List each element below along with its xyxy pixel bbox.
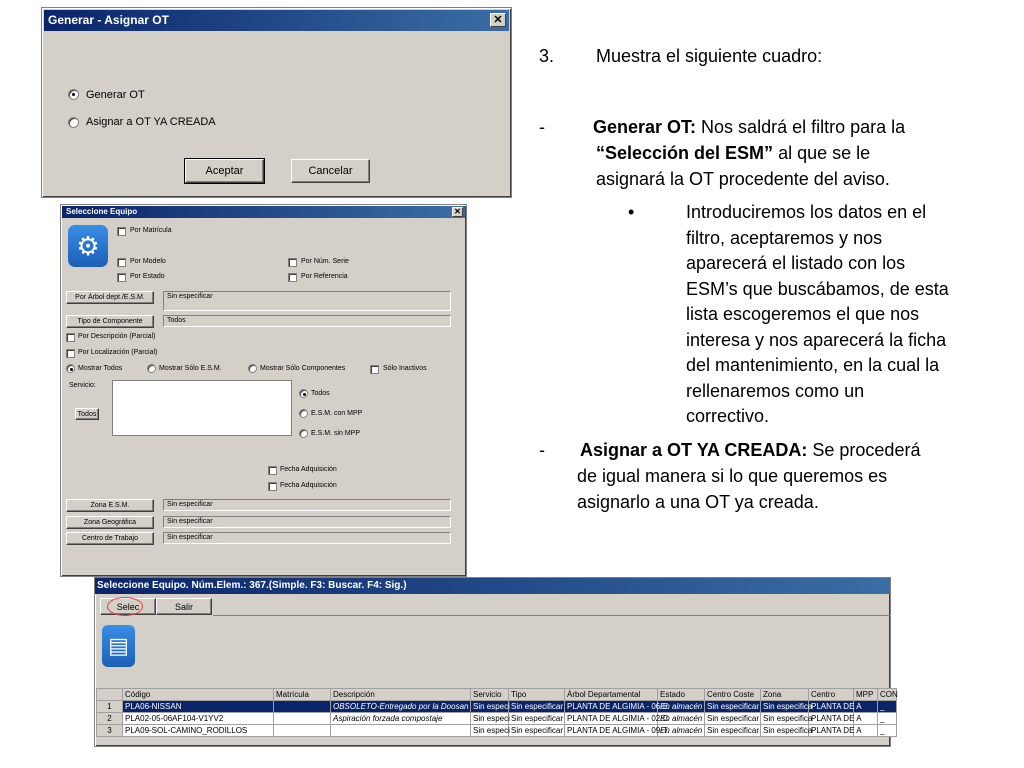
- todos-button[interactable]: Todos: [75, 408, 99, 420]
- column-header[interactable]: [97, 689, 123, 701]
- grid-title: Seleccione Equipo. Núm.Elem.: 367.(Simple. F3: Buscar. F4: Sig.): [97, 580, 407, 591]
- salir-button[interactable]: Salir: [156, 598, 212, 615]
- row-number: 1: [97, 701, 123, 713]
- cell-descripcion: OBSOLETO-Entregado por la Doosan: [331, 701, 471, 713]
- cell-zona: Sin especifica: [761, 701, 809, 713]
- item-3-number: 3.: [539, 46, 555, 66]
- dialog-title: Generar - Asignar OT: [48, 13, 169, 27]
- cell-con: _: [878, 713, 897, 725]
- cell-servicio: Sin especi: [471, 713, 509, 725]
- chk-fecha-adquisicion-1[interactable]: [268, 466, 277, 475]
- table-row[interactable]: [97, 725, 897, 737]
- bullet-line: lista escogeremos el que nos: [686, 304, 920, 324]
- radio-servicio-todos-label: Todos: [311, 390, 330, 397]
- chk-referencia-label: Por Referencia: [301, 273, 348, 280]
- cell-arbol: PLANTA DE ALGIMIA - 06-E: [565, 701, 658, 713]
- radio-servicio-con-mpp-label: E.S.M. con MPP: [311, 410, 363, 417]
- column-header[interactable]: Tipo: [509, 689, 565, 701]
- radio-asignar-ot[interactable]: [68, 117, 79, 128]
- radio-mostrar-componentes-label: Mostrar Sólo Componentes: [260, 365, 346, 372]
- asignar-bold: Asignar a OT YA CREADA:: [580, 440, 808, 460]
- cell-descripcion: Aspiración forzada compostaje: [331, 713, 471, 725]
- cell-matricula: [274, 713, 331, 725]
- cell-centro: PLANTA DE A: [809, 725, 854, 737]
- cell-estado: En almacén: [658, 713, 705, 725]
- generar-bold: Generar OT:: [593, 117, 697, 137]
- radio-generar-ot-label: Generar OT: [86, 89, 145, 101]
- column-header[interactable]: Zona: [761, 689, 809, 701]
- cell-con: _: [878, 725, 897, 737]
- bullet-line: Introduciremos los datos en el: [686, 202, 927, 222]
- dash-generar: -: [539, 117, 545, 137]
- chk-descripcion-label: Por Descripción (Parcial): [78, 333, 156, 340]
- cell-tipo: Sin especificar: [509, 713, 565, 725]
- column-header[interactable]: Servicio: [471, 689, 509, 701]
- bullet-dot: •: [628, 202, 635, 222]
- bullet-line: aparecerá el listado con los: [686, 253, 906, 273]
- bullet-line: interesa y nos aparecerá la ficha: [686, 329, 947, 350]
- cell-matricula: [274, 701, 331, 713]
- cell-centro-coste: Sin especificar: [705, 725, 761, 737]
- column-header[interactable]: Árbol Departamental: [565, 689, 658, 701]
- radio-servicio-con-mpp[interactable]: [299, 409, 308, 418]
- chk-solo-inactivos[interactable]: [370, 365, 379, 374]
- cell-centro-coste: Sin especificar: [705, 713, 761, 725]
- document-icon: ▤: [102, 625, 135, 667]
- radio-mostrar-esm[interactable]: [147, 364, 156, 373]
- close-icon[interactable]: ✕: [490, 13, 506, 27]
- chk-estado-label: Por Estado: [130, 273, 165, 280]
- dialog2-titlebar: [62, 206, 465, 218]
- bullet-line: rellenaremos como un: [686, 380, 865, 401]
- zona-geografica-button[interactable]: Zona Geográfica: [66, 516, 154, 529]
- radio-mostrar-todos-label: Mostrar Todos: [78, 365, 123, 372]
- table-row[interactable]: [97, 713, 897, 725]
- zona-geografica-field[interactable]: Sin especificar: [163, 516, 451, 528]
- tipo-componente-button[interactable]: Tipo de Componente: [66, 315, 154, 328]
- radio-mostrar-componentes[interactable]: [248, 364, 257, 373]
- cell-codigo: PLA02-05-06AF104-V1YV2: [123, 713, 274, 725]
- grid-titlebar: [95, 578, 890, 594]
- cell-estado: En almacén: [658, 701, 705, 713]
- cell-centro: PLANTA DE A: [809, 713, 854, 725]
- cell-matricula: [274, 725, 331, 737]
- chk-num-serie[interactable]: [288, 258, 297, 267]
- generar-line-3: asignará la OT procedente del aviso.: [596, 169, 890, 189]
- chk-fecha-adquisicion-1-label: Fecha Adquisición: [280, 466, 337, 473]
- close-icon[interactable]: ✕: [452, 207, 463, 217]
- dialog-titlebar: [44, 10, 509, 31]
- bullet-line: correctivo.: [686, 406, 770, 426]
- chk-localizacion-label: Por Localización (Parcial): [78, 349, 158, 356]
- column-header[interactable]: Matrícula: [274, 689, 331, 701]
- cell-centro-coste: Sin especificar: [705, 701, 761, 713]
- cell-codigo: PLA09-SOL-CAMINO_RODILLOS: [123, 725, 274, 737]
- radio-servicio-sin-mpp[interactable]: [299, 429, 308, 438]
- toolbar-separator: [213, 615, 890, 616]
- arbol-button[interactable]: Por Árbol dept./E.S.M.: [66, 291, 154, 304]
- cell-zona: Sin especifica: [761, 713, 809, 725]
- aceptar-button[interactable]: Aceptar: [185, 159, 264, 183]
- cell-con: _: [878, 701, 897, 713]
- table-row[interactable]: [97, 701, 897, 713]
- radio-servicio-sin-mpp-label: E.S.M. sin MPP: [311, 430, 361, 437]
- chk-matricula-label: Por Matrícula: [130, 227, 172, 234]
- generar-quote-bold: “Selección del ESM”: [596, 143, 774, 163]
- zona-esm-button[interactable]: Zona E.S.M.: [66, 499, 154, 512]
- column-header[interactable]: MPP: [854, 689, 878, 701]
- generar-asignar-dialog: [41, 7, 512, 198]
- cell-tipo: Sin especificar: [509, 725, 565, 737]
- radio-servicio-todos[interactable]: [299, 389, 308, 398]
- asignar-line-3: asignarlo a una OT ya creada.: [577, 492, 819, 512]
- column-header[interactable]: Centro Coste: [705, 689, 761, 701]
- cell-servicio: Sin especi: [471, 725, 509, 737]
- radio-generar-ot[interactable]: [68, 89, 79, 100]
- generar-text-1: Nos saldrá el filtro para la: [696, 117, 906, 137]
- cell-codigo: PLA06-NISSAN: [123, 701, 274, 713]
- chk-matricula[interactable]: [117, 227, 126, 236]
- cell-zona: Sin especifica: [761, 725, 809, 737]
- chk-referencia[interactable]: [288, 273, 297, 282]
- bullet-line: ESM’s que buscábamos, de esta: [686, 278, 949, 299]
- bullet-line: filtro, aceptaremos y nos: [686, 227, 883, 248]
- table-header-row: [97, 689, 897, 701]
- radio-mostrar-todos[interactable]: [66, 364, 75, 373]
- chk-fecha-adquisicion-2-label: Fecha Adquisición: [280, 482, 337, 489]
- column-header[interactable]: Código: [123, 689, 274, 701]
- generar-line-1: [593, 115, 905, 141]
- chk-solo-inactivos-label: Sólo Inactivos: [383, 365, 427, 372]
- cell-tipo: Sin especificar: [509, 701, 565, 713]
- arbol-field[interactable]: Sin especificar: [163, 291, 451, 311]
- chk-modelo-label: Por Modelo: [130, 258, 166, 265]
- chk-estado[interactable]: [117, 273, 126, 282]
- row-number: 3: [97, 725, 123, 737]
- chk-fecha-adquisicion-2[interactable]: [268, 482, 277, 491]
- cell-arbol: PLANTA DE ALGIMIA - 02-C: [565, 713, 658, 725]
- cell-centro: PLANTA DE A: [809, 701, 854, 713]
- grid-window: [94, 577, 898, 747]
- cell-descripcion: [331, 725, 471, 737]
- chk-descripcion[interactable]: [66, 333, 75, 342]
- cell-servicio: Sin especi: [471, 701, 509, 713]
- radio-mostrar-esm-label: Mostrar Sólo E.S.M.: [159, 365, 222, 372]
- column-header[interactable]: Descripción: [331, 689, 471, 701]
- row-number: 2: [97, 713, 123, 725]
- dash-asignar: -: [539, 440, 545, 460]
- column-header[interactable]: Estado: [658, 689, 705, 701]
- chk-localizacion[interactable]: [66, 349, 75, 358]
- centro-trabajo-button[interactable]: Centro de Trabajo: [66, 532, 154, 545]
- generar-text-2: al que se le: [773, 143, 871, 163]
- chk-modelo[interactable]: [117, 258, 126, 267]
- zona-esm-field[interactable]: Sin especificar: [163, 499, 451, 511]
- radio-asignar-ot-label: Asignar a OT YA CREADA: [86, 116, 216, 128]
- cell-arbol: PLANTA DE ALGIMIA - 09-T.: [565, 725, 658, 737]
- seleccione-equipo-dialog: [60, 204, 467, 577]
- asignar-text-1: Se procederá: [807, 440, 921, 460]
- column-header[interactable]: Centro: [809, 689, 854, 701]
- servicio-label: Servicio:: [69, 382, 96, 389]
- asignar-line-2: de igual manera si lo que queremos es: [577, 466, 888, 486]
- item-3-text: Muestra el siguiente cuadro:: [596, 46, 823, 66]
- generar-line-2: [596, 141, 870, 167]
- selec-button[interactable]: Selec: [100, 598, 156, 615]
- cancelar-button[interactable]: Cancelar: [291, 159, 370, 183]
- servicio-list[interactable]: [112, 380, 292, 436]
- equipment-table: [96, 688, 897, 737]
- column-header[interactable]: CON: [878, 689, 897, 701]
- selec-highlight-circle: [107, 597, 143, 616]
- dialog2-title: Seleccione Equipo: [66, 207, 138, 216]
- asignar-line-1: [580, 438, 920, 464]
- cell-estado: En almacén: [658, 725, 705, 737]
- centro-trabajo-field[interactable]: Sin especificar: [163, 532, 451, 544]
- tipo-componente-field[interactable]: Todos: [163, 315, 451, 327]
- bullet-line: del mantenimiento, en la cual la: [686, 355, 940, 375]
- chk-num-serie-label: Por Núm. Serie: [301, 258, 349, 265]
- gear-icon: ⚙: [68, 225, 108, 267]
